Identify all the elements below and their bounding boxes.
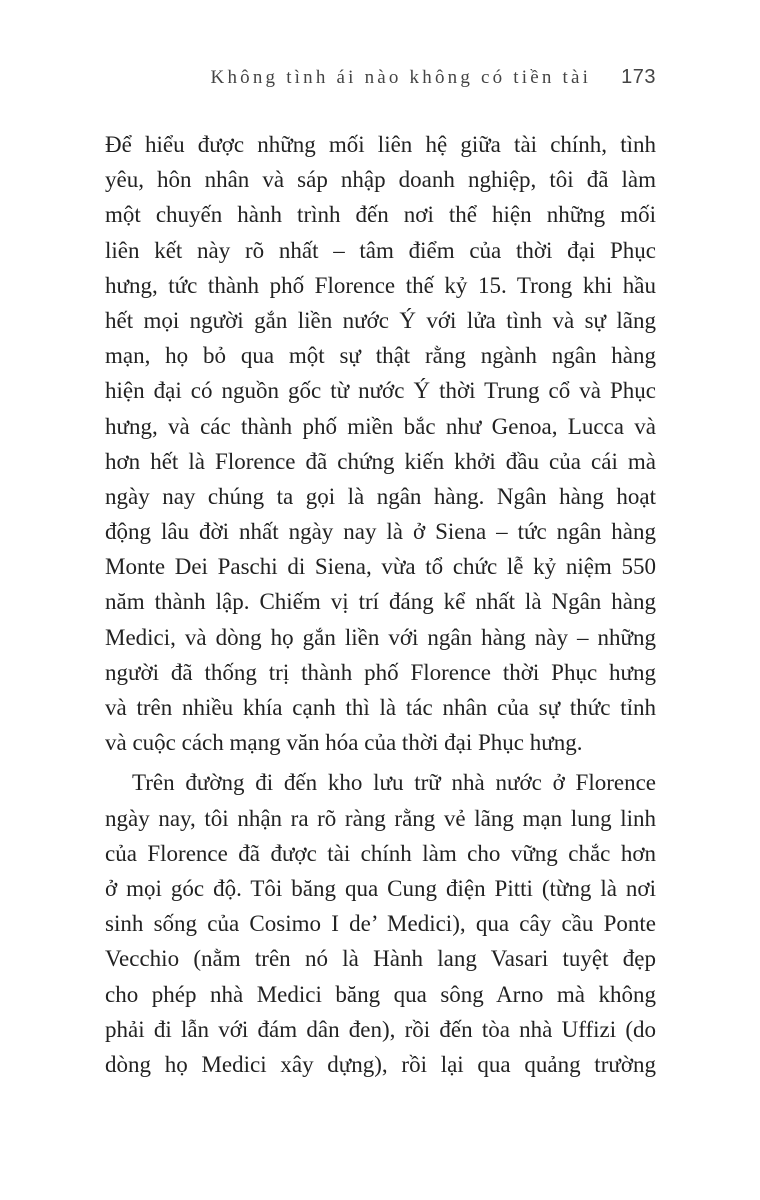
text-line: Medici, và dòng họ gắn liền với ngân hàng này – những [105, 624, 656, 650]
paragraph-2 [105, 765, 656, 1082]
text-line: phải đi lẫn với đám dân đen), rồi đến tòa nhà Uffizi (do [105, 1016, 656, 1042]
text-line: người đã thống trị thành phố Florence thời Phục hưng [105, 659, 656, 685]
text-line: sinh sống của Cosimo I de’ Medici), qua cây cầu Ponte [105, 911, 656, 937]
text-line: hiện đại có nguồn gốc từ nước Ý thời Trung cổ và Phục [105, 378, 656, 404]
text-line: Vecchio (nằm trên nó là Hành lang Vasari tuyệt đẹp [105, 946, 656, 972]
text-line: yêu, hôn nhân và sáp nhập doanh nghiệp, tôi đã làm [105, 167, 656, 193]
text-line: Để hiểu được những mối liên hệ giữa tài chính, tình [105, 132, 656, 157]
text-line: hưng, và các thành phố miền bắc như Genoa, Lucca và [105, 413, 656, 439]
running-header [211, 66, 656, 89]
text-line: của Florence đã được tài chính làm cho vững chắc hơn [105, 840, 656, 866]
text-line: năm thành lập. Chiếm vị trí đáng kể nhất là Ngân hàng [105, 589, 656, 615]
text-line: ngày nay chúng ta gọi là ngân hàng. Ngân hàng hoạt [105, 483, 656, 509]
text-line: cho phép nhà Medici băng qua sông Arno mà không [105, 981, 656, 1007]
text-line: mạn, họ bỏ qua một sự thật rằng ngành ngân hàng [105, 343, 656, 369]
running-title: Không tình ái nào không có tiền tài [210, 67, 592, 88]
text-line: dòng họ Medici xây dựng), rồi lại qua quảng trường [105, 1051, 656, 1077]
text-line: liên kết này rõ nhất – tâm điểm của thời đại Phục [105, 237, 656, 263]
text-line: ngày nay, tôi nhận ra rõ ràng rằng vẻ lãng mạn lung linh [105, 805, 656, 831]
text-line: hưng, tức thành phố Florence thế kỷ 15. Trong khi hầu [105, 272, 656, 298]
text-line: Trên đường đi đến kho lưu trữ nhà nước ở Florence [132, 770, 656, 796]
text-line: ở mọi góc độ. Tôi băng qua Cung điện Pitti (từng là nơi [105, 875, 656, 901]
body-text [105, 127, 656, 1082]
text-line: hết mọi người gắn liền nước Ý với lửa tình và sự lãng [105, 307, 656, 333]
text-line: hơn hết là Florence đã chứng kiến khởi đầu của cái mà [105, 448, 656, 474]
text-line: và cuộc cách mạng văn hóa của thời đại Phục hưng. [105, 730, 583, 756]
page-number: 173 [621, 66, 656, 88]
text-line: và trên nhiều khía cạnh thì là tác nhân của sự thức tỉnh [105, 695, 656, 720]
text-line: động lâu đời nhất ngày nay là ở Siena – tức ngân hàng [105, 519, 656, 545]
text-line: một chuyến hành trình đến nơi thể hiện những mối [105, 202, 656, 228]
paragraph-1 [105, 127, 656, 760]
text-line: Monte Dei Paschi di Siena, vừa tổ chức lễ kỷ niệm 550 [105, 554, 656, 580]
